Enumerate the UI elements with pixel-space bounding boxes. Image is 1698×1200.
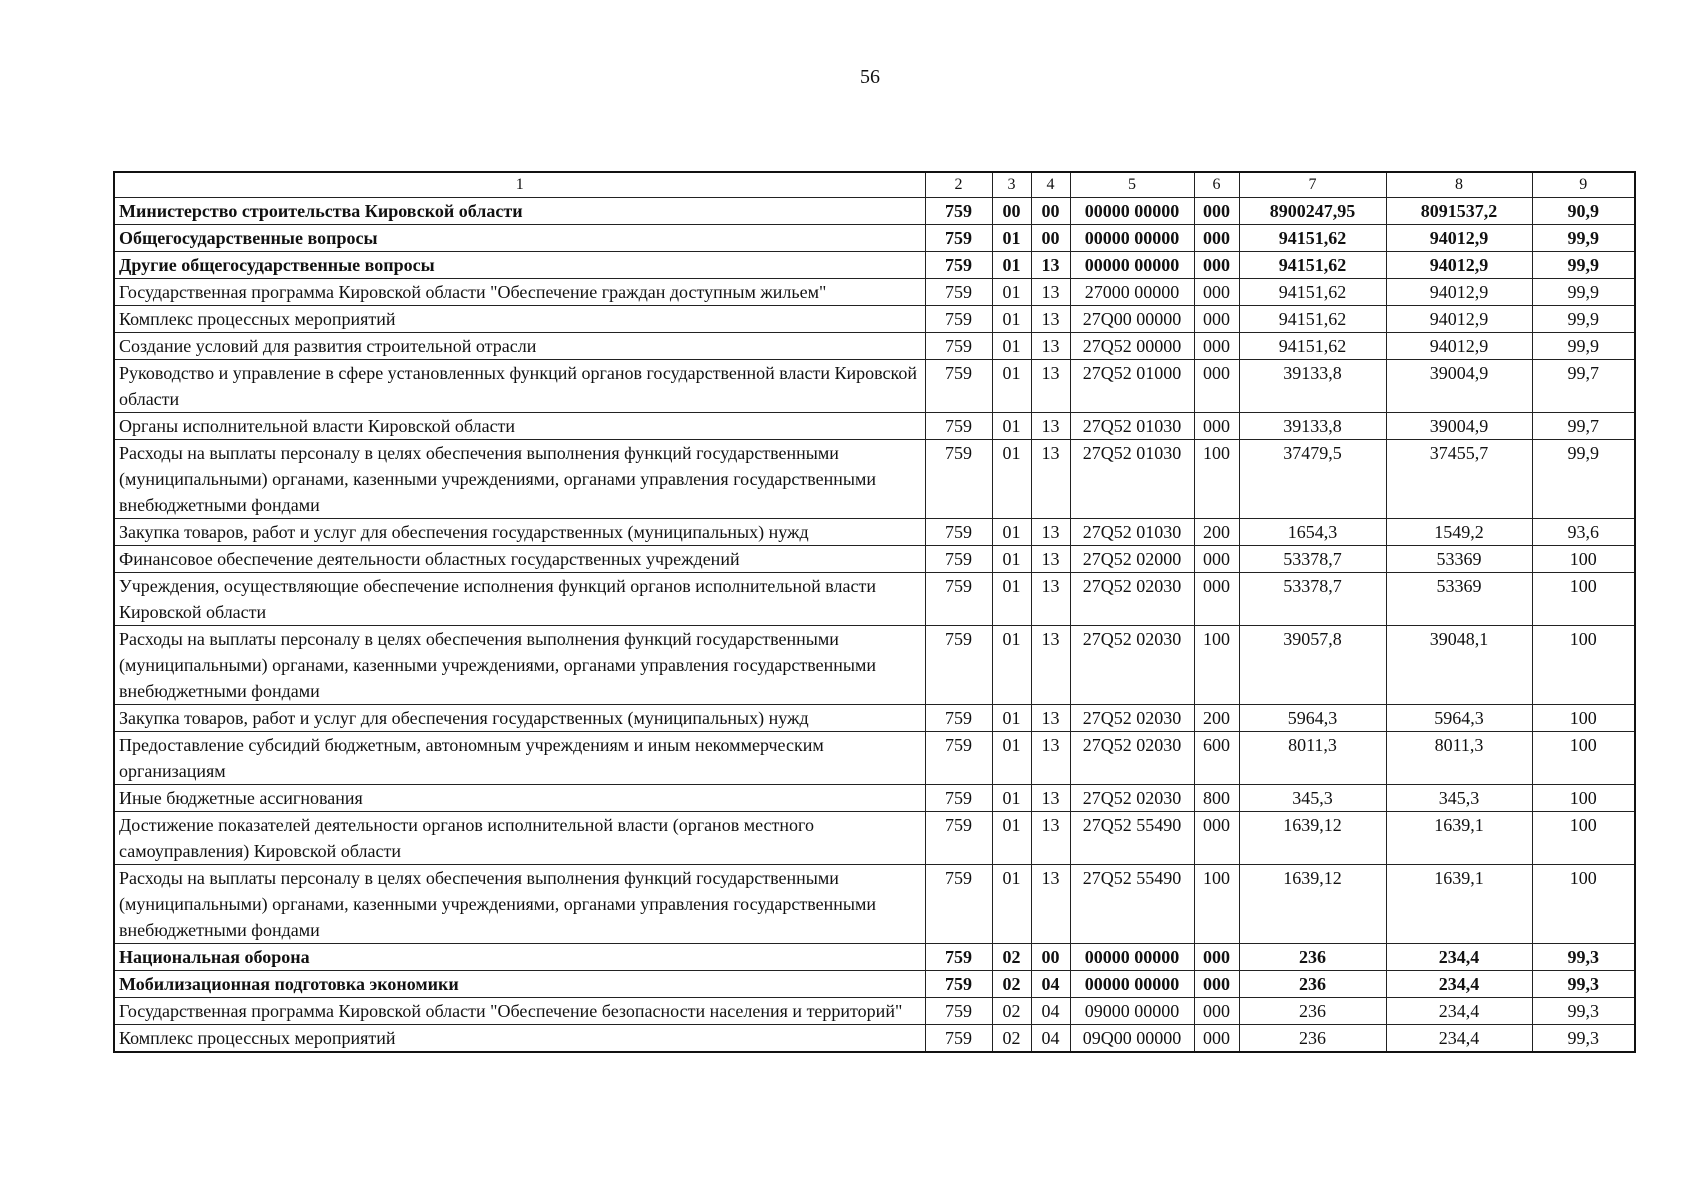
table-row: [114, 252, 1635, 279]
ministry-code-cell: 759: [925, 626, 992, 705]
section-code-cell: 01: [992, 413, 1031, 440]
section-code-cell: 01: [992, 546, 1031, 573]
target-article-code-cell: 00000 00000: [1070, 944, 1194, 971]
table-header-row: [114, 172, 1635, 198]
target-article-code-cell: 00000 00000: [1070, 252, 1194, 279]
table-row: [114, 944, 1635, 971]
section-code-cell: 01: [992, 225, 1031, 252]
header-cell-9: 9: [1532, 172, 1635, 198]
planned-amount-cell: 236: [1239, 1025, 1386, 1053]
subsection-code-cell: 13: [1031, 333, 1070, 360]
subsection-code-cell: 13: [1031, 573, 1070, 626]
ministry-code-cell: 759: [925, 306, 992, 333]
ministry-code-cell: 759: [925, 944, 992, 971]
ministry-code-cell: 759: [925, 333, 992, 360]
table-row: [114, 440, 1635, 519]
ministry-code-cell: 759: [925, 812, 992, 865]
target-article-code-cell: 00000 00000: [1070, 971, 1194, 998]
table-row: [114, 812, 1635, 865]
subsection-code-cell: 13: [1031, 732, 1070, 785]
subsection-code-cell: 00: [1031, 944, 1070, 971]
ministry-code-cell: 759: [925, 705, 992, 732]
item-name-cell: Иные бюджетные ассигнования: [114, 785, 925, 812]
planned-amount-cell: 94151,62: [1239, 279, 1386, 306]
target-article-code-cell: 27Q52 55490: [1070, 812, 1194, 865]
item-name-cell: Органы исполнительной власти Кировской области: [114, 413, 925, 440]
target-article-code-cell: 27000 00000: [1070, 279, 1194, 306]
expense-type-code-cell: 100: [1194, 865, 1239, 944]
header-cell-1: 1: [114, 172, 925, 198]
subsection-code-cell: 13: [1031, 785, 1070, 812]
table-row: [114, 306, 1635, 333]
page-number: 56: [860, 66, 880, 88]
item-name-cell: Расходы на выплаты персоналу в целях обеспечения выполнения функций государственными (муниципальными) органами, казенными учреждениями, органами управления государственными внебюджетными фондами: [114, 626, 925, 705]
section-code-cell: 01: [992, 573, 1031, 626]
item-name-cell: Комплекс процессных мероприятий: [114, 1025, 925, 1053]
section-code-cell: 01: [992, 865, 1031, 944]
item-name-cell: Создание условий для развития строительной отрасли: [114, 333, 925, 360]
table-row: [114, 573, 1635, 626]
section-code-cell: 01: [992, 333, 1031, 360]
subsection-code-cell: 13: [1031, 865, 1070, 944]
executed-amount-cell: 1549,2: [1386, 519, 1532, 546]
item-name-cell: Государственная программа Кировской области "Обеспечение безопасности населения и территорий": [114, 998, 925, 1025]
item-name-cell: Закупка товаров, работ и услуг для обеспечения государственных (муниципальных) нужд: [114, 705, 925, 732]
planned-amount-cell: 39133,8: [1239, 360, 1386, 413]
execution-percent-cell: 100: [1532, 705, 1635, 732]
item-name-cell: Финансовое обеспечение деятельности областных государственных учреждений: [114, 546, 925, 573]
expense-type-code-cell: 800: [1194, 785, 1239, 812]
expense-type-code-cell: 200: [1194, 705, 1239, 732]
planned-amount-cell: 53378,7: [1239, 546, 1386, 573]
target-article-code-cell: 27Q52 01000: [1070, 360, 1194, 413]
subsection-code-cell: 13: [1031, 306, 1070, 333]
target-article-code-cell: 27Q52 02030: [1070, 573, 1194, 626]
section-code-cell: 01: [992, 519, 1031, 546]
item-name-cell: Министерство строительства Кировской области: [114, 198, 925, 225]
executed-amount-cell: 53369: [1386, 546, 1532, 573]
execution-percent-cell: 100: [1532, 626, 1635, 705]
executed-amount-cell: 8011,3: [1386, 732, 1532, 785]
subsection-code-cell: 13: [1031, 546, 1070, 573]
ministry-code-cell: 759: [925, 732, 992, 785]
section-code-cell: 01: [992, 732, 1031, 785]
planned-amount-cell: 53378,7: [1239, 573, 1386, 626]
execution-percent-cell: 100: [1532, 812, 1635, 865]
subsection-code-cell: 13: [1031, 440, 1070, 519]
ministry-code-cell: 759: [925, 546, 992, 573]
executed-amount-cell: 39004,9: [1386, 413, 1532, 440]
execution-percent-cell: 100: [1532, 732, 1635, 785]
table-row: [114, 971, 1635, 998]
executed-amount-cell: 345,3: [1386, 785, 1532, 812]
item-name-cell: Учреждения, осуществляющие обеспечение исполнения функций органов исполнительной власти Кировской области: [114, 573, 925, 626]
executed-amount-cell: 234,4: [1386, 1025, 1532, 1053]
subsection-code-cell: 04: [1031, 971, 1070, 998]
table-row: [114, 865, 1635, 944]
planned-amount-cell: 8011,3: [1239, 732, 1386, 785]
ministry-code-cell: 759: [925, 225, 992, 252]
planned-amount-cell: 39057,8: [1239, 626, 1386, 705]
executed-amount-cell: 1639,1: [1386, 865, 1532, 944]
execution-percent-cell: 100: [1532, 546, 1635, 573]
executed-amount-cell: 94012,9: [1386, 225, 1532, 252]
subsection-code-cell: 04: [1031, 998, 1070, 1025]
execution-percent-cell: 99,9: [1532, 306, 1635, 333]
subsection-code-cell: 13: [1031, 519, 1070, 546]
target-article-code-cell: 00000 00000: [1070, 198, 1194, 225]
expense-type-code-cell: 000: [1194, 198, 1239, 225]
ministry-code-cell: 759: [925, 1025, 992, 1053]
execution-percent-cell: 99,7: [1532, 413, 1635, 440]
target-article-code-cell: 27Q52 02030: [1070, 785, 1194, 812]
planned-amount-cell: 236: [1239, 998, 1386, 1025]
expense-type-code-cell: 000: [1194, 944, 1239, 971]
table-row: [114, 225, 1635, 252]
item-name-cell: Закупка товаров, работ и услуг для обеспечения государственных (муниципальных) нужд: [114, 519, 925, 546]
item-name-cell: Достижение показателей деятельности органов исполнительной власти (органов местного самоуправления) Кировской области: [114, 812, 925, 865]
target-article-code-cell: 27Q52 00000: [1070, 333, 1194, 360]
section-code-cell: 01: [992, 705, 1031, 732]
section-code-cell: 01: [992, 812, 1031, 865]
execution-percent-cell: 99,9: [1532, 440, 1635, 519]
ministry-code-cell: 759: [925, 785, 992, 812]
section-code-cell: 01: [992, 306, 1031, 333]
executed-amount-cell: 53369: [1386, 573, 1532, 626]
expense-type-code-cell: 000: [1194, 812, 1239, 865]
target-article-code-cell: 27Q52 01030: [1070, 413, 1194, 440]
target-article-code-cell: 09Q00 00000: [1070, 1025, 1194, 1053]
ministry-code-cell: 759: [925, 279, 992, 306]
ministry-code-cell: 759: [925, 971, 992, 998]
header-cell-6: 6: [1194, 172, 1239, 198]
executed-amount-cell: 1639,1: [1386, 812, 1532, 865]
subsection-code-cell: 00: [1031, 225, 1070, 252]
execution-percent-cell: 90,9: [1532, 198, 1635, 225]
planned-amount-cell: 1639,12: [1239, 865, 1386, 944]
table-row: [114, 998, 1635, 1025]
execution-percent-cell: 93,6: [1532, 519, 1635, 546]
execution-percent-cell: 100: [1532, 573, 1635, 626]
expense-type-code-cell: 000: [1194, 225, 1239, 252]
ministry-code-cell: 759: [925, 573, 992, 626]
item-name-cell: Государственная программа Кировской области "Обеспечение граждан доступным жильем": [114, 279, 925, 306]
expense-type-code-cell: 000: [1194, 279, 1239, 306]
target-article-code-cell: 27Q52 01030: [1070, 440, 1194, 519]
planned-amount-cell: 39133,8: [1239, 413, 1386, 440]
section-code-cell: 01: [992, 440, 1031, 519]
expense-type-code-cell: 600: [1194, 732, 1239, 785]
expense-type-code-cell: 100: [1194, 440, 1239, 519]
section-code-cell: 01: [992, 360, 1031, 413]
expense-type-code-cell: 000: [1194, 333, 1239, 360]
section-code-cell: 02: [992, 998, 1031, 1025]
header-cell-5: 5: [1070, 172, 1194, 198]
executed-amount-cell: 234,4: [1386, 971, 1532, 998]
ministry-code-cell: 759: [925, 998, 992, 1025]
subsection-code-cell: 13: [1031, 812, 1070, 865]
table-row: [114, 546, 1635, 573]
expense-type-code-cell: 000: [1194, 413, 1239, 440]
target-article-code-cell: 27Q52 02000: [1070, 546, 1194, 573]
target-article-code-cell: 27Q52 55490: [1070, 865, 1194, 944]
planned-amount-cell: 94151,62: [1239, 333, 1386, 360]
item-name-cell: Мобилизационная подготовка экономики: [114, 971, 925, 998]
expense-type-code-cell: 000: [1194, 971, 1239, 998]
ministry-code-cell: 759: [925, 360, 992, 413]
expense-type-code-cell: 000: [1194, 998, 1239, 1025]
section-code-cell: 01: [992, 252, 1031, 279]
table-row: [114, 360, 1635, 413]
subsection-code-cell: 13: [1031, 360, 1070, 413]
budget-table: [113, 171, 1636, 1053]
table-row: [114, 705, 1635, 732]
subsection-code-cell: 04: [1031, 1025, 1070, 1053]
planned-amount-cell: 8900247,95: [1239, 198, 1386, 225]
executed-amount-cell: 37455,7: [1386, 440, 1532, 519]
subsection-code-cell: 13: [1031, 626, 1070, 705]
header-cell-2: 2: [925, 172, 992, 198]
ministry-code-cell: 759: [925, 413, 992, 440]
planned-amount-cell: 37479,5: [1239, 440, 1386, 519]
executed-amount-cell: 39004,9: [1386, 360, 1532, 413]
section-code-cell: 02: [992, 1025, 1031, 1053]
item-name-cell: Предоставление субсидий бюджетным, автономным учреждениям и иным некоммерческим организациям: [114, 732, 925, 785]
target-article-code-cell: 00000 00000: [1070, 225, 1194, 252]
item-name-cell: Общегосударственные вопросы: [114, 225, 925, 252]
section-code-cell: 02: [992, 944, 1031, 971]
table-row: [114, 1025, 1635, 1053]
table-row: [114, 198, 1635, 225]
header-cell-3: 3: [992, 172, 1031, 198]
ministry-code-cell: 759: [925, 519, 992, 546]
target-article-code-cell: 27Q52 02030: [1070, 626, 1194, 705]
execution-percent-cell: 99,3: [1532, 971, 1635, 998]
subsection-code-cell: 13: [1031, 279, 1070, 306]
subsection-code-cell: 00: [1031, 198, 1070, 225]
executed-amount-cell: 94012,9: [1386, 333, 1532, 360]
table-row: [114, 732, 1635, 785]
planned-amount-cell: 1639,12: [1239, 812, 1386, 865]
execution-percent-cell: 99,3: [1532, 944, 1635, 971]
section-code-cell: 00: [992, 198, 1031, 225]
table-row: [114, 626, 1635, 705]
execution-percent-cell: 100: [1532, 865, 1635, 944]
expense-type-code-cell: 100: [1194, 626, 1239, 705]
table-row: [114, 519, 1635, 546]
planned-amount-cell: 94151,62: [1239, 225, 1386, 252]
table-row: [114, 279, 1635, 306]
item-name-cell: Другие общегосударственные вопросы: [114, 252, 925, 279]
execution-percent-cell: 99,9: [1532, 225, 1635, 252]
section-code-cell: 02: [992, 971, 1031, 998]
expense-type-code-cell: 000: [1194, 252, 1239, 279]
item-name-cell: Расходы на выплаты персоналу в целях обеспечения выполнения функций государственными (муниципальными) органами, казенными учреждениями, органами управления государственными внебюджетными фондами: [114, 865, 925, 944]
execution-percent-cell: 99,9: [1532, 279, 1635, 306]
target-article-code-cell: 27Q00 00000: [1070, 306, 1194, 333]
header-cell-7: 7: [1239, 172, 1386, 198]
execution-percent-cell: 99,9: [1532, 252, 1635, 279]
target-article-code-cell: 27Q52 01030: [1070, 519, 1194, 546]
header-cell-8: 8: [1386, 172, 1532, 198]
executed-amount-cell: 234,4: [1386, 944, 1532, 971]
expense-type-code-cell: 000: [1194, 1025, 1239, 1053]
section-code-cell: 01: [992, 279, 1031, 306]
item-name-cell: Расходы на выплаты персоналу в целях обеспечения выполнения функций государственными (муниципальными) органами, казенными учреждениями, органами управления государственными внебюджетными фондами: [114, 440, 925, 519]
executed-amount-cell: 94012,9: [1386, 252, 1532, 279]
expense-type-code-cell: 000: [1194, 306, 1239, 333]
subsection-code-cell: 13: [1031, 413, 1070, 440]
item-name-cell: Комплекс процессных мероприятий: [114, 306, 925, 333]
planned-amount-cell: 236: [1239, 971, 1386, 998]
planned-amount-cell: 1654,3: [1239, 519, 1386, 546]
executed-amount-cell: 8091537,2: [1386, 198, 1532, 225]
planned-amount-cell: 345,3: [1239, 785, 1386, 812]
planned-amount-cell: 5964,3: [1239, 705, 1386, 732]
planned-amount-cell: 94151,62: [1239, 306, 1386, 333]
expense-type-code-cell: 000: [1194, 573, 1239, 626]
execution-percent-cell: 99,7: [1532, 360, 1635, 413]
executed-amount-cell: 39048,1: [1386, 626, 1532, 705]
table-row: [114, 333, 1635, 360]
subsection-code-cell: 13: [1031, 705, 1070, 732]
executed-amount-cell: 5964,3: [1386, 705, 1532, 732]
executed-amount-cell: 234,4: [1386, 998, 1532, 1025]
ministry-code-cell: 759: [925, 865, 992, 944]
expense-type-code-cell: 000: [1194, 360, 1239, 413]
item-name-cell: Национальная оборона: [114, 944, 925, 971]
executed-amount-cell: 94012,9: [1386, 306, 1532, 333]
planned-amount-cell: 94151,62: [1239, 252, 1386, 279]
execution-percent-cell: 100: [1532, 785, 1635, 812]
execution-percent-cell: 99,3: [1532, 1025, 1635, 1053]
ministry-code-cell: 759: [925, 440, 992, 519]
header-cell-4: 4: [1031, 172, 1070, 198]
section-code-cell: 01: [992, 626, 1031, 705]
executed-amount-cell: 94012,9: [1386, 279, 1532, 306]
expense-type-code-cell: 000: [1194, 546, 1239, 573]
target-article-code-cell: 27Q52 02030: [1070, 732, 1194, 785]
execution-percent-cell: 99,3: [1532, 998, 1635, 1025]
target-article-code-cell: 09000 00000: [1070, 998, 1194, 1025]
expense-type-code-cell: 200: [1194, 519, 1239, 546]
table-row: [114, 413, 1635, 440]
execution-percent-cell: 99,9: [1532, 333, 1635, 360]
section-code-cell: 01: [992, 785, 1031, 812]
item-name-cell: Руководство и управление в сфере установленных функций органов государственной власти Кировской области: [114, 360, 925, 413]
ministry-code-cell: 759: [925, 252, 992, 279]
planned-amount-cell: 236: [1239, 944, 1386, 971]
target-article-code-cell: 27Q52 02030: [1070, 705, 1194, 732]
subsection-code-cell: 13: [1031, 252, 1070, 279]
table-row: [114, 785, 1635, 812]
ministry-code-cell: 759: [925, 198, 992, 225]
